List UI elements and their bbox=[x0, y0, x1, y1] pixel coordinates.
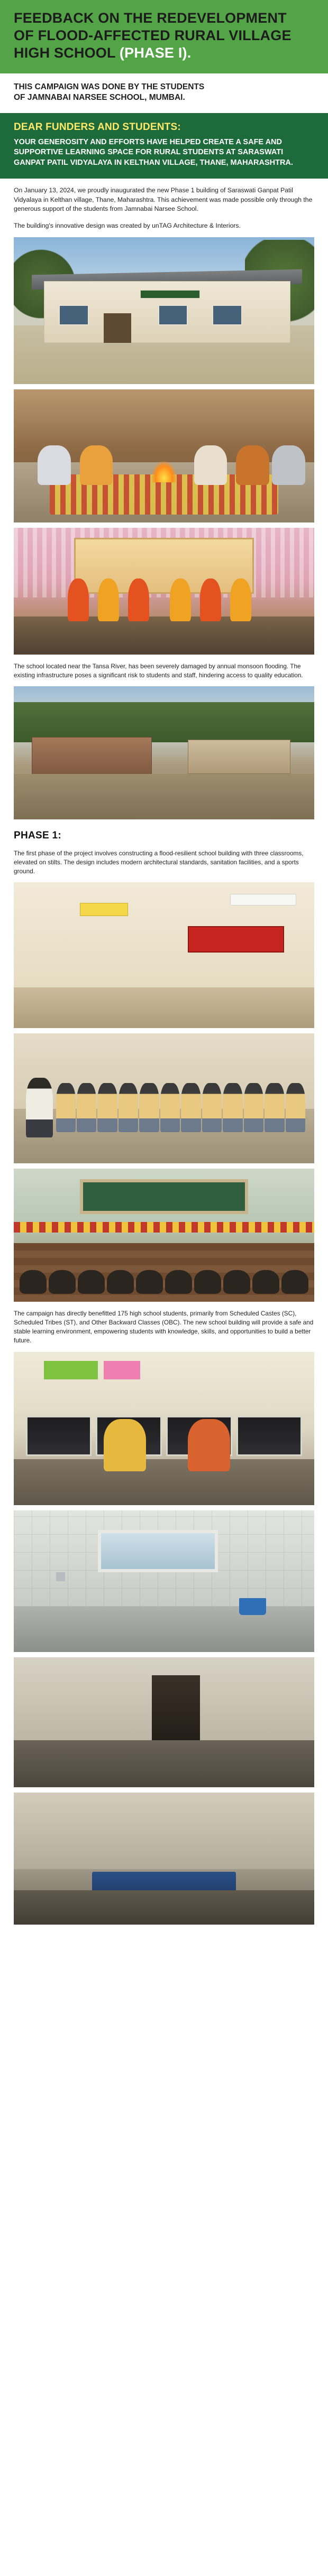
treeline-decor bbox=[14, 702, 314, 742]
pink-poster-decor bbox=[104, 1361, 140, 1379]
person-decor bbox=[80, 445, 113, 486]
person-decor bbox=[272, 445, 305, 486]
student-decor bbox=[265, 1083, 284, 1132]
dancer-decor bbox=[200, 578, 221, 622]
student-decor bbox=[188, 1419, 230, 1471]
blackboard-decor bbox=[80, 1179, 248, 1214]
dancer-decor bbox=[170, 578, 191, 622]
desk-decor bbox=[14, 1459, 314, 1505]
student-decor bbox=[223, 1083, 242, 1132]
header-salutation-block bbox=[0, 113, 328, 179]
old-building-decor bbox=[32, 737, 152, 777]
photo-washroom bbox=[14, 1510, 314, 1652]
student-head-decor bbox=[223, 1270, 250, 1294]
salutation-heading: DEAR FUNDERS AND STUDENTS: bbox=[14, 121, 181, 133]
floor-decor bbox=[14, 1890, 314, 1925]
student-decor bbox=[244, 1083, 263, 1132]
person-decor bbox=[236, 445, 269, 486]
student-head-decor bbox=[49, 1270, 76, 1294]
subtitle-line-2: OF JAMNABAI NARSEE SCHOOL, MUMBAI. bbox=[14, 93, 185, 102]
student-decor bbox=[104, 1419, 146, 1471]
photo-damaged-school bbox=[14, 686, 314, 819]
door-decor bbox=[104, 313, 131, 343]
dancer-decor bbox=[98, 578, 119, 622]
title-line-1: FEEDBACK ON THE REDEVELOPMENT bbox=[14, 10, 287, 26]
dancer-decor bbox=[230, 578, 251, 622]
floor-decor bbox=[14, 987, 314, 1028]
student-head-decor bbox=[107, 1270, 134, 1294]
student-decor bbox=[77, 1083, 96, 1132]
decor-stripe bbox=[14, 1222, 314, 1233]
monitor-decor bbox=[236, 1416, 303, 1455]
photo-school-exterior bbox=[14, 237, 314, 384]
photo-classroom-banner bbox=[14, 882, 314, 1028]
wall-unit-decor bbox=[230, 894, 296, 906]
student-head-decor bbox=[136, 1270, 163, 1294]
green-poster-decor bbox=[44, 1361, 98, 1379]
beneficiary-paragraph: The campaign has directly benefitted 175 high school students, primarily from Scheduled Castes (SC), Scheduled Tribes (ST), and Other Backward Classes (OBC). The new school building will provide a safe and stable learning environment, empowering students with knowledge, skills, and opportunities to build a better future. bbox=[14, 1310, 314, 1345]
person-decor bbox=[38, 445, 70, 486]
photo-interior-room bbox=[14, 1657, 314, 1787]
student-head-decor bbox=[194, 1270, 221, 1294]
title-line-2: OF FLOOD-AFFECTED RURAL VILLAGE bbox=[14, 27, 291, 43]
school-sign-decor bbox=[140, 290, 201, 299]
window-decor bbox=[98, 1530, 218, 1572]
salutation-body: YOUR GENEROSITY AND EFFORTS HAVE HELPED CREATE A SAFE AND SUPPORTIVE LEARNING SPACE FOR RURAL STUDENTS AT SARASWATI GANPAT PATIL VIDYALAYA IN KELTHAN VILLAGE, THANE, MAHARASHTRA. bbox=[14, 137, 293, 167]
title-phase-label: (PHASE I). bbox=[119, 44, 192, 61]
monitor-row-decor bbox=[26, 1416, 303, 1455]
yellow-sign-decor bbox=[80, 903, 128, 916]
student-head-decor bbox=[252, 1270, 279, 1294]
monitor-decor bbox=[26, 1416, 92, 1455]
student-decor bbox=[181, 1083, 201, 1132]
photo-assembly bbox=[14, 1169, 314, 1302]
photo-final-room bbox=[14, 1793, 314, 1925]
phase-heading: PHASE 1: bbox=[14, 829, 62, 841]
subtitle bbox=[14, 82, 314, 104]
student-decor bbox=[119, 1083, 138, 1132]
subtitle-line-1: THIS CAMPAIGN WAS DONE BY THE STUDENTS bbox=[14, 82, 205, 91]
red-banner-decor bbox=[188, 926, 284, 953]
student-decor bbox=[56, 1083, 76, 1132]
page-title bbox=[14, 10, 314, 62]
wall-decor bbox=[14, 1793, 314, 1869]
student-row-decor bbox=[56, 1083, 305, 1132]
student-decor bbox=[160, 1083, 180, 1132]
header-subtitle-block bbox=[0, 73, 328, 113]
student-head-decor bbox=[165, 1270, 192, 1294]
photo-students-lined bbox=[14, 1033, 314, 1163]
ground-decor bbox=[14, 774, 314, 819]
student-decor bbox=[97, 1083, 117, 1132]
student-decor bbox=[202, 1083, 222, 1132]
tap-decor bbox=[56, 1572, 65, 1581]
credit-paragraph: The building's innovative design was created by unTAG Architecture & Interiors. bbox=[14, 222, 241, 230]
header-title-block bbox=[0, 0, 328, 73]
title-line-3-text: HIGH SCHOOL bbox=[14, 44, 116, 61]
photo-cultural-stage bbox=[14, 528, 314, 655]
doorway-decor bbox=[152, 1675, 200, 1740]
fire-decor bbox=[152, 461, 176, 482]
dancer-decor bbox=[128, 578, 149, 622]
old-building-decor bbox=[188, 740, 290, 774]
title-line-3 bbox=[14, 44, 314, 62]
window-decor bbox=[59, 305, 89, 325]
banner-text bbox=[189, 927, 283, 930]
floor-decor bbox=[14, 1607, 314, 1652]
photo-computer-lab bbox=[14, 1352, 314, 1505]
photo-havan-ceremony bbox=[14, 389, 314, 522]
student-decor bbox=[139, 1083, 159, 1132]
intro-paragraph: On January 13, 2024, we proudly inaugurated the new Phase 1 building of Saraswati Ganpat Patil Vidyalaya in Kelthan village, Thane, Maharashtra. This achievement was made possible only through the generous support of the students from Jamnabai Narsee School. bbox=[14, 186, 313, 213]
bottom-spacer bbox=[14, 1930, 314, 1939]
student-head-decor bbox=[20, 1270, 47, 1294]
stage-floor-decor bbox=[14, 617, 314, 655]
teacher-decor bbox=[26, 1078, 53, 1137]
damage-caption: The school located near the Tansa River, has been severely damaged by annual monsoon flooding. The existing infrastructure poses a significant risk to students and staff, hindering access to quality education. bbox=[14, 662, 303, 679]
student-head-decor bbox=[281, 1270, 308, 1294]
person-decor bbox=[194, 445, 227, 486]
student-decor bbox=[286, 1083, 305, 1132]
floor-decor bbox=[14, 1740, 314, 1787]
student-head-decor bbox=[78, 1270, 105, 1294]
bucket-decor bbox=[239, 1598, 266, 1615]
audience-decor bbox=[20, 1254, 308, 1294]
report-content bbox=[0, 186, 328, 1939]
window-decor bbox=[158, 305, 188, 325]
phase-paragraph: The first phase of the project involves constructing a flood-resilient school building with three classrooms, elevated on stilts. The design includes modern architectural standards, sanitation facilities, and a sports ground. bbox=[14, 849, 304, 875]
window-decor bbox=[212, 305, 242, 325]
dancer-decor bbox=[68, 578, 89, 622]
